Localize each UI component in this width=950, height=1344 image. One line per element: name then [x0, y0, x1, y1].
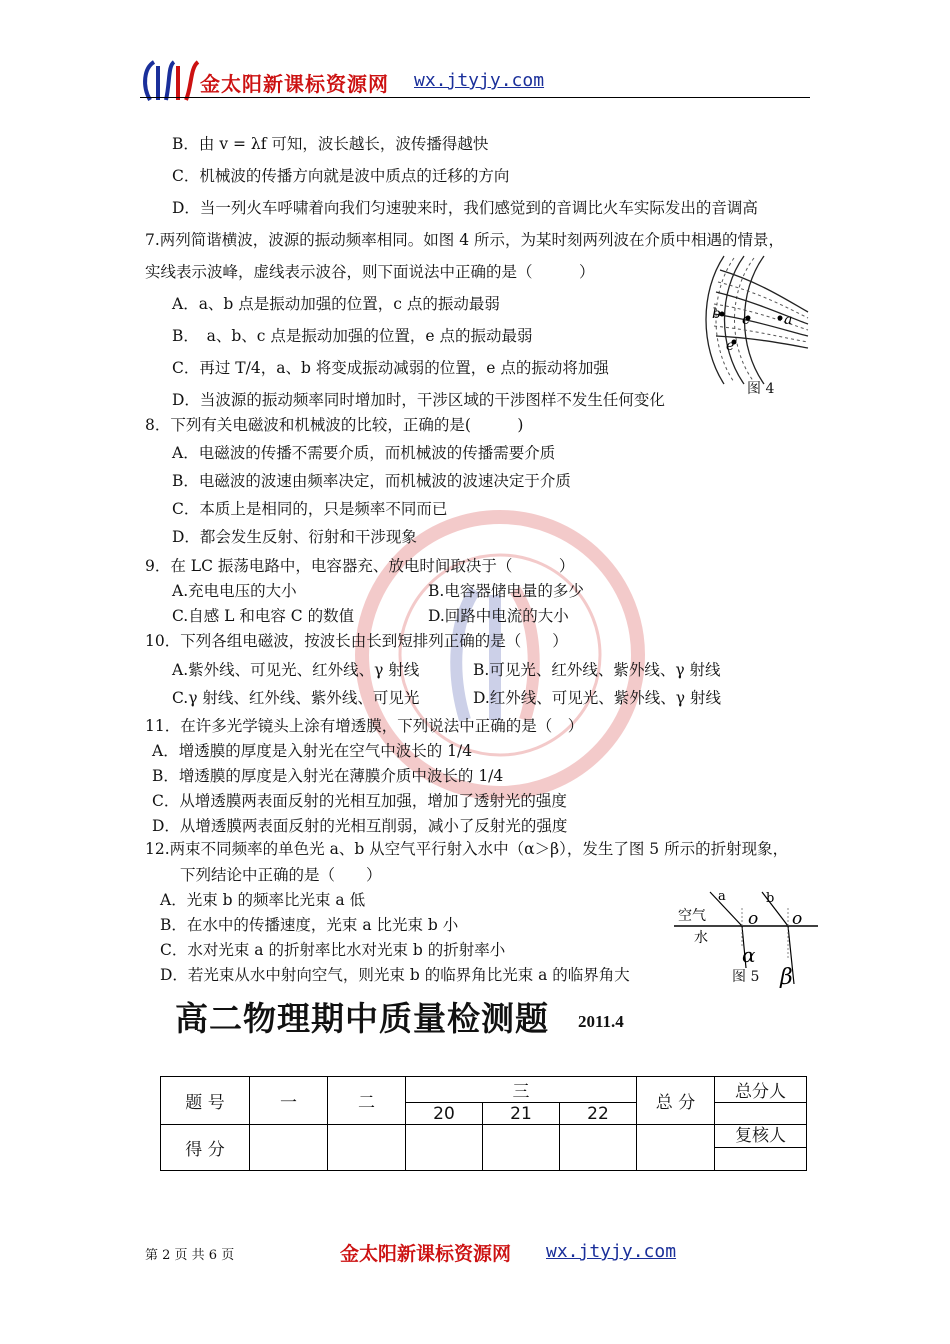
q8-option-b: B．电磁波的波速由频率决定，而机械波的波速决定于介质 — [172, 472, 571, 490]
page-title: 高二物理期中质量检测题 — [175, 999, 549, 1038]
footer-page-number: 第 2 页 共 6 页 — [145, 1248, 235, 1263]
header-site-url[interactable]: wx.jtyjy.com — [414, 70, 545, 91]
q9-option-c: C.自感 L 和电容 C 的数值 — [172, 607, 355, 625]
fig5-label-a: a — [718, 889, 726, 904]
fig5-label-water: 水 — [694, 930, 708, 946]
q7-option-a: A．a、b 点是振动加强的位置，c 点的振动最弱 — [172, 295, 500, 313]
fig5-caption: 图 5 — [732, 969, 760, 985]
fig5-label-o1: o — [748, 909, 759, 929]
col-total-score: 总 分 — [637, 1077, 715, 1125]
col-q20: 20 — [406, 1103, 483, 1125]
q9-option-a: A.充电电压的大小 — [172, 582, 297, 600]
fig4-label-a: a — [784, 312, 793, 328]
score-cell-20 — [406, 1125, 483, 1171]
label-score: 得 分 — [161, 1125, 250, 1171]
footer-site-name: 金太阳新课标资源网 — [340, 1243, 512, 1265]
q6-option-b: B．由 v = λf 可知，波长越长，波传播得越快 — [172, 135, 489, 153]
fig4-label-b: b — [712, 306, 721, 322]
col-part-1: 一 — [250, 1077, 328, 1125]
q11-option-a: A．增透膜的厚度是入射光在空气中波长的 1/4 — [152, 742, 473, 760]
label-total-by: 总分人 — [715, 1077, 807, 1103]
q10-option-d: D.红外线、可见光、紫外线、γ 射线 — [473, 689, 721, 707]
q7-stem-line1: 7.两列简谐横波，波源的振动频率相同。如图 4 所示，为某时刻两列波在介质中相遇的情景， — [145, 231, 785, 249]
q9-stem: 9．在 LC 振荡电路中，电容器充、放电时间取决于（ ） — [145, 557, 575, 575]
score-table — [160, 1076, 807, 1171]
label-checker: 复核人 — [715, 1125, 806, 1148]
q7-option-c: C．再过 T/4，a、b 将变成振动减弱的位置，e 点的振动将加强 — [172, 359, 609, 377]
q10-option-a: A.紫外线、可见光、红外线、γ 射线 — [172, 661, 420, 679]
q6-option-d: D．当一列火车呼啸着向我们匀速驶来时，我们感觉到的音调比火车实际发出的音调高 — [172, 199, 758, 217]
q8-option-a: A．电磁波的传播不需要介质，而机械波的传播需要介质 — [172, 444, 556, 462]
q6-option-c: C．机械波的传播方向就是波中质点的迁移的方向 — [172, 167, 510, 185]
q7-option-b: B． a、b、c 点是振动加强的位置，e 点的振动最弱 — [172, 327, 533, 345]
q7-stem-line2: 实线表示波峰，虚线表示波谷，则下面说法中正确的是（ ） — [145, 263, 595, 281]
score-cell-22 — [560, 1125, 637, 1171]
q12-option-c: C．水对光束 a 的折射率比水对光束 b 的折射率小 — [160, 941, 506, 959]
total-by-cell — [715, 1103, 807, 1125]
label-question-number: 题 号 — [161, 1077, 250, 1125]
fig5-label-b: b — [766, 891, 775, 906]
wave-interference-figure — [700, 252, 810, 387]
checker-cell — [715, 1125, 807, 1171]
q12-option-b: B．在水中的传播速度，光束 a 比光束 b 小 — [160, 916, 459, 934]
score-cell-1 — [250, 1125, 328, 1171]
col-part-3: 三 — [406, 1077, 637, 1103]
score-cell-2 — [328, 1125, 406, 1171]
col-part-2: 二 — [328, 1077, 406, 1125]
footer-site-url[interactable]: wx.jtyjy.com — [546, 1241, 677, 1262]
q7-option-d: D．当波源的振动频率同时增加时，干涉区域的干涉图样不发生任何变化 — [172, 391, 665, 409]
fig5-label-beta: β — [780, 965, 793, 988]
q8-option-c: C．本质上是相同的，只是频率不同而已 — [172, 500, 448, 518]
q9-option-b: B.电容器储电量的多少 — [428, 582, 584, 600]
fig5-label-alpha: α — [742, 943, 756, 967]
score-cell-total — [637, 1125, 715, 1171]
fig5-label-air: 空气 — [678, 908, 706, 924]
score-cell-21 — [483, 1125, 560, 1171]
q10-option-c: C.γ 射线、红外线、紫外线、可见光 — [172, 689, 420, 707]
fig4-label-c: c — [742, 312, 750, 328]
q12-option-d: D．若光束从水中射向空气，则光束 b 的临界角比光束 a 的临界角大 — [160, 966, 630, 984]
q11-option-d: D．从增透膜两表面反射的光相互削弱，减小了反射光的强度 — [152, 817, 568, 835]
header-rule — [140, 97, 810, 98]
col-q22: 22 — [560, 1103, 637, 1125]
exam-date: 2011.4 — [578, 1012, 624, 1031]
q11-option-c: C．从增透膜两表面反射的光相互加强，增加了透射光的强度 — [152, 792, 567, 810]
q12-stem-line2: 下列结论中正确的是（ ） — [180, 866, 382, 884]
q9-option-d: D.回路中电流的大小 — [428, 607, 569, 625]
q8-stem: 8．下列有关电磁波和机械波的比较，正确的是( ) — [145, 416, 524, 434]
col-q21: 21 — [483, 1103, 560, 1125]
q12-stem-line1: 12.两束不同频率的单色光 a、b 从空气平行射入水中（α＞β），发生了图 5 所示的折射现象， — [145, 840, 789, 858]
q11-option-b: B．增透膜的厚度是入射光在薄膜介质中波长的 1/4 — [152, 767, 504, 785]
q12-option-a: A．光束 b 的频率比光束 a 低 — [160, 891, 366, 909]
q11-stem: 11．在许多光学镜头上涂有增透膜，下列说法中正确的是（ ） — [145, 717, 584, 735]
q10-stem: 10．下列各组电磁波，按波长由长到短排列正确的是（ ） — [145, 632, 568, 650]
q10-option-b: B.可见光、红外线、紫外线、γ 射线 — [473, 661, 721, 679]
fig5-label-o2: o — [792, 909, 803, 929]
fig4-caption: 图 4 — [747, 381, 775, 397]
q8-option-d: D．都会发生反射、衍射和干涉现象 — [172, 528, 417, 546]
header-site-name: 金太阳新课标资源网 — [200, 72, 389, 96]
fig4-label-e: e — [726, 338, 735, 354]
